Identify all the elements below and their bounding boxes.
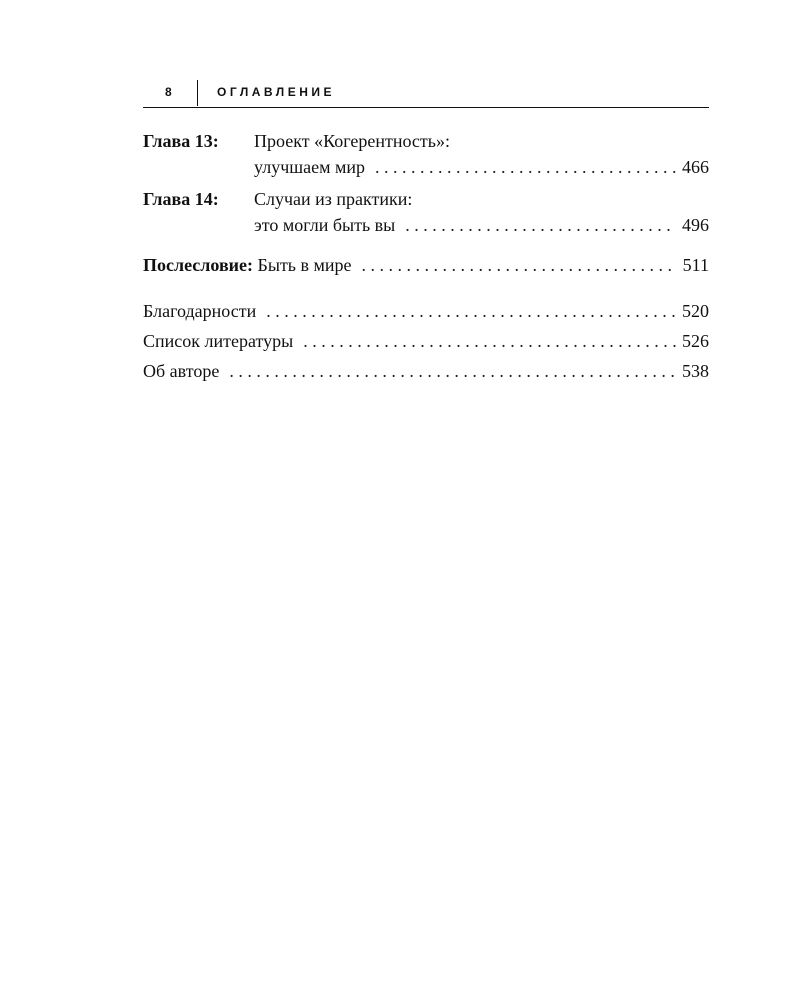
page-number: 8 — [165, 85, 172, 99]
toc-entry-chapter-13[interactable] — [143, 128, 709, 180]
afterword-title: Быть в мире — [257, 255, 352, 275]
entry-title: Список литературы — [143, 331, 294, 351]
dot-leader — [303, 326, 676, 356]
header-divider — [197, 80, 198, 106]
dot-leader — [362, 252, 677, 278]
entry-title: Об авторе — [143, 361, 220, 381]
page-ref: 496 — [682, 215, 709, 235]
dot-leader — [229, 356, 676, 386]
dot-leader — [266, 296, 676, 326]
page-ref: 466 — [682, 157, 709, 177]
afterword-label: Послесловие: — [143, 255, 254, 275]
chapter-label: Глава 13: — [143, 131, 219, 151]
running-title: ОГЛАВЛЕНИЕ — [217, 85, 336, 99]
chapter-title-line2: это могли быть вы — [254, 215, 396, 235]
page-ref: 526 — [682, 331, 709, 351]
toc-entry-bibliography[interactable] — [143, 326, 709, 356]
toc-entry-chapter-14[interactable] — [143, 186, 709, 238]
chapter-title-line1: Случаи из практики: — [254, 189, 413, 209]
page-ref: 538 — [682, 361, 709, 381]
chapter-label: Глава 14: — [143, 189, 219, 209]
page-ref: 520 — [682, 301, 709, 321]
page-ref: 511 — [682, 255, 709, 275]
dot-leader — [375, 154, 676, 180]
table-of-contents — [143, 128, 709, 386]
toc-entry-about-author[interactable] — [143, 356, 709, 386]
running-header — [143, 78, 709, 108]
toc-backmatter — [143, 296, 709, 386]
chapter-title-line2: улучшаем мир — [254, 157, 365, 177]
toc-entry-afterword[interactable] — [143, 252, 709, 278]
toc-entry-acknowledgments[interactable] — [143, 296, 709, 326]
entry-title: Благодарности — [143, 301, 257, 321]
dot-leader — [405, 212, 676, 238]
chapter-title-line1: Проект «Когерентность»: — [254, 131, 450, 151]
